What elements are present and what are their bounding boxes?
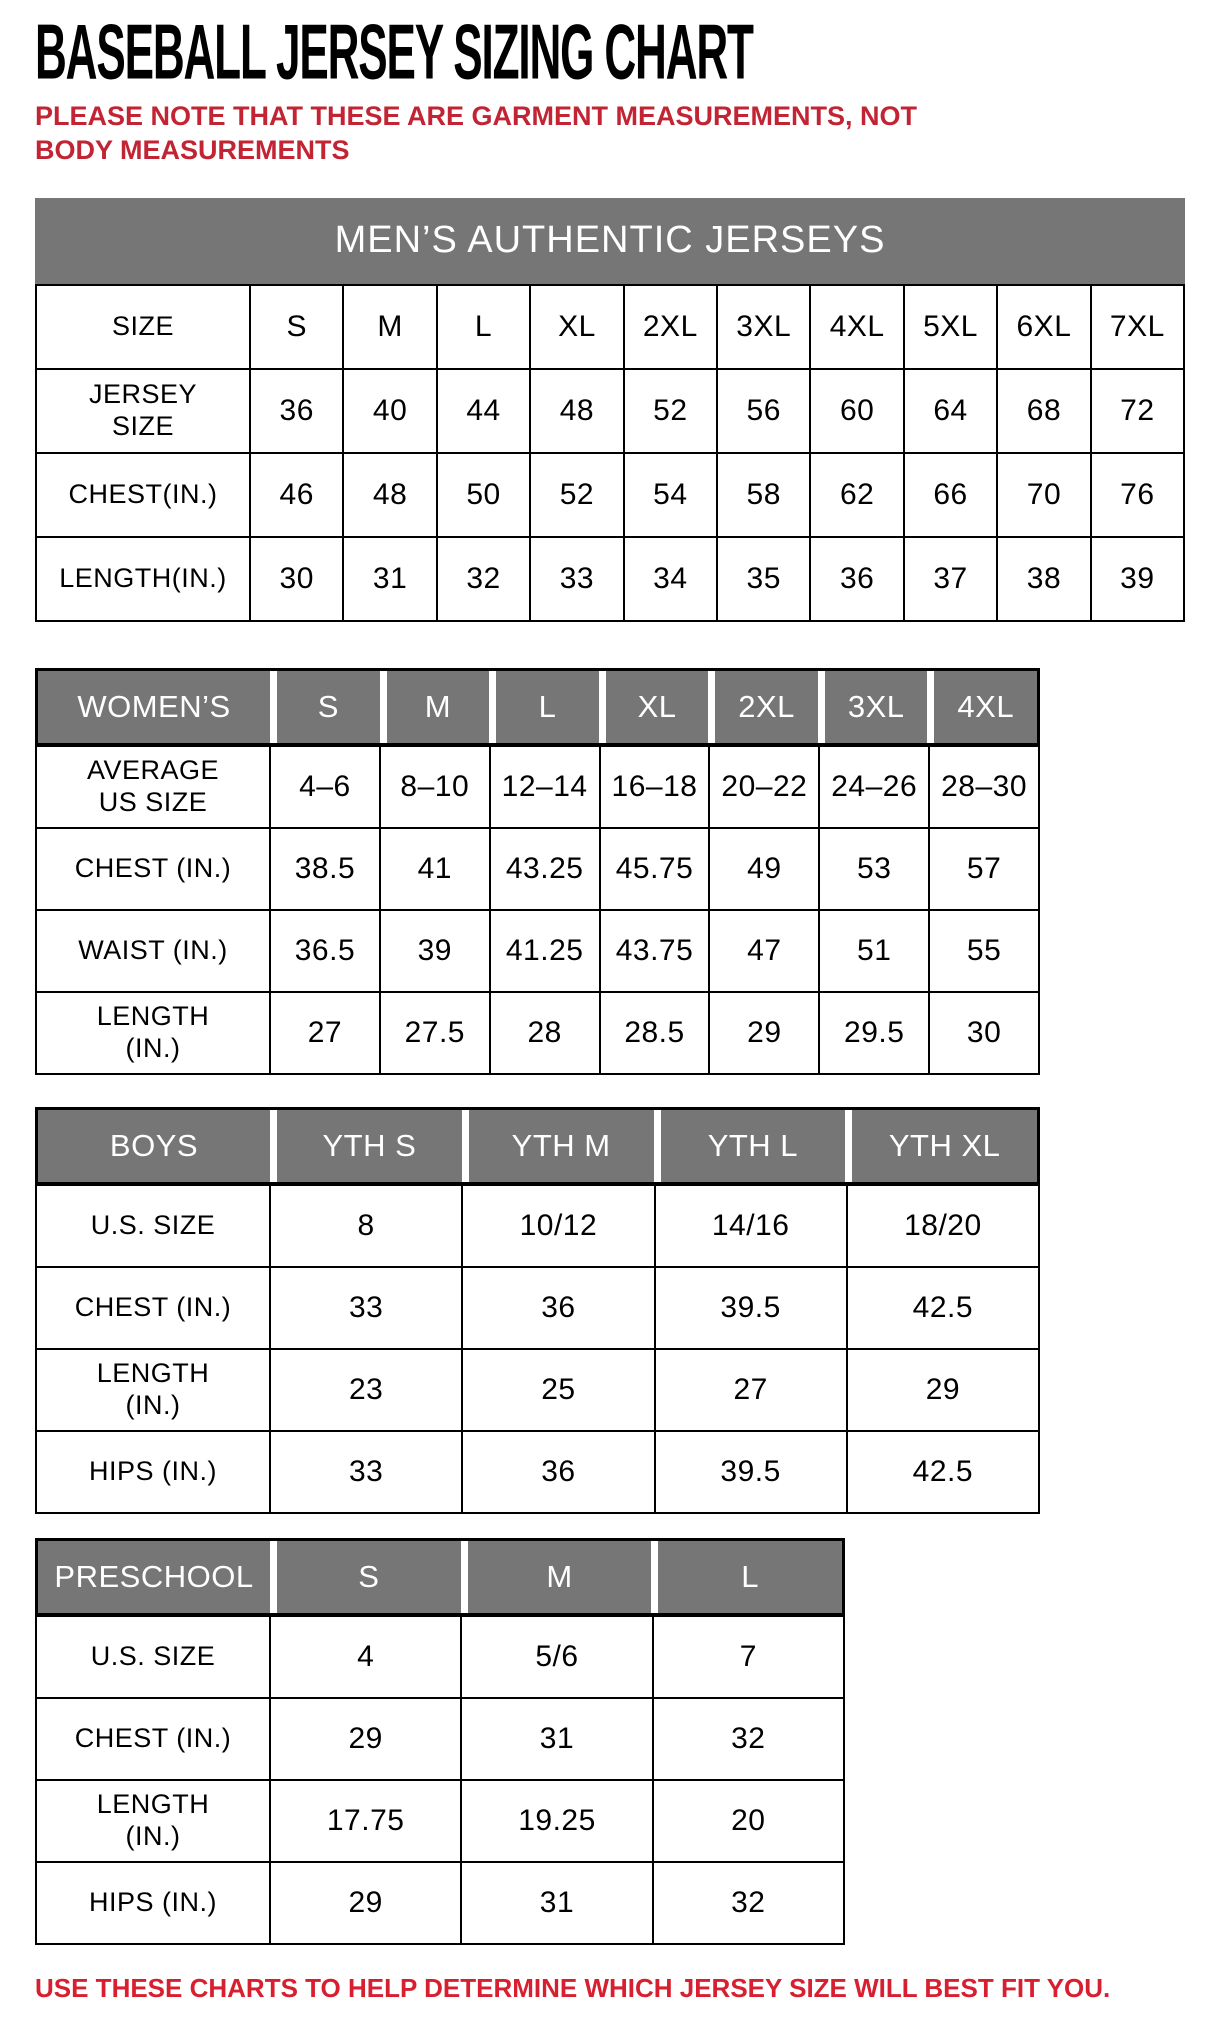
preschool-header-size-col: S: [270, 1541, 461, 1613]
row-label: CHEST (IN.): [74, 1722, 232, 1753]
mens-row-0: [37, 286, 1183, 370]
page-title: BASEBALL JERSEY SIZING CHART: [35, 8, 753, 96]
mens-row-1: [37, 370, 1183, 454]
value-cell: 68: [996, 370, 1089, 452]
boys-row-0: [37, 1186, 1038, 1268]
value-cell: 34: [623, 538, 716, 620]
value-cell: 19.25: [460, 1781, 651, 1861]
value-cell: 41: [379, 829, 489, 909]
value-cell: 7: [652, 1617, 843, 1697]
value-cell: 48: [342, 454, 435, 536]
row-label: HIPS (IN.): [88, 1455, 217, 1486]
row-label: CHEST (IN.): [74, 1291, 232, 1322]
value-cell: 29.5: [818, 993, 928, 1073]
value-cell: 41.25: [489, 911, 599, 991]
preschool-row-1: [37, 1699, 843, 1781]
value-cell: 12–14: [489, 747, 599, 827]
womens-row-1: [37, 829, 1038, 911]
value-cell: 6XL: [996, 286, 1089, 368]
row-label: WAIST (IN.): [78, 934, 228, 965]
row-label: LENGTH(IN.): [59, 562, 227, 593]
value-cell: 54: [623, 454, 716, 536]
row-label: LENGTH (IN.): [96, 1358, 210, 1420]
table-womens: [35, 668, 1040, 1075]
value-cell: 16–18: [599, 747, 709, 827]
preschool-header-label: PRESCHOOL: [38, 1541, 270, 1613]
row-label: CHEST (IN.): [74, 852, 232, 883]
value-cell: 58: [716, 454, 809, 536]
value-cell: 66: [903, 454, 996, 536]
value-cell: 62: [809, 454, 902, 536]
value-cell: 33: [269, 1432, 461, 1512]
value-cell: 64: [903, 370, 996, 452]
value-cell: 29: [846, 1350, 1038, 1430]
boys-header-size-col: YTH L: [654, 1110, 846, 1182]
row-label: U.S. SIZE: [90, 1640, 216, 1671]
value-cell: 2XL: [623, 286, 716, 368]
value-cell: 38.5: [269, 829, 379, 909]
table-preschool: [35, 1538, 845, 1945]
value-cell: 40: [342, 370, 435, 452]
value-cell: 4–6: [269, 747, 379, 827]
preschool-table-body: [35, 1617, 845, 1945]
value-cell: 24–26: [818, 747, 928, 827]
value-cell: M: [342, 286, 435, 368]
value-cell: 36.5: [269, 911, 379, 991]
value-cell: 36: [249, 370, 342, 452]
value-cell: 28–30: [928, 747, 1038, 827]
boys-header-size-col: YTH M: [462, 1110, 654, 1182]
value-cell: 5/6: [460, 1617, 651, 1697]
preschool-row-3: [37, 1863, 843, 1943]
value-cell: 44: [436, 370, 529, 452]
size-tables-container: [35, 198, 1220, 1945]
garment-measurements-note: PLEASE NOTE THAT THESE ARE GARMENT MEASUREMENTS, NOT BODY MEASUREMENTS: [35, 101, 918, 165]
value-cell: 72: [1090, 370, 1183, 452]
womens-row-3: [37, 993, 1038, 1073]
boys-header-label: BOYS: [38, 1110, 270, 1182]
value-cell: 76: [1090, 454, 1183, 536]
row-label: JERSEY SIZE: [88, 379, 198, 441]
value-cell: 45.75: [599, 829, 709, 909]
row-label: CHEST(IN.): [68, 478, 218, 509]
mens-row-2: [37, 454, 1183, 538]
value-cell: 39.5: [654, 1268, 846, 1348]
value-cell: 70: [996, 454, 1089, 536]
value-cell: 30: [928, 993, 1038, 1073]
value-cell: 39: [379, 911, 489, 991]
table-boys: [35, 1107, 1040, 1514]
womens-header-size-col: 3XL: [818, 671, 928, 743]
mens-banner: MEN’S AUTHENTIC JERSEYS: [35, 198, 1185, 284]
value-cell: 52: [529, 454, 622, 536]
value-cell: 46: [249, 454, 342, 536]
womens-header-size-col: S: [270, 671, 380, 743]
value-cell: 32: [652, 1863, 843, 1943]
womens-header-size-col: XL: [599, 671, 709, 743]
boys-header-row: [35, 1107, 1040, 1186]
value-cell: 60: [809, 370, 902, 452]
value-cell: 31: [460, 1863, 651, 1943]
value-cell: 49: [708, 829, 818, 909]
mens-row-3: [37, 538, 1183, 620]
value-cell: 10/12: [461, 1186, 653, 1266]
womens-table-body: [35, 747, 1040, 1075]
value-cell: 52: [623, 370, 716, 452]
row-label: AVERAGE US SIZE: [86, 755, 220, 817]
mens-table-body: [35, 284, 1185, 622]
value-cell: 36: [461, 1432, 653, 1512]
row-label: SIZE: [111, 310, 174, 341]
footer-note: USE THESE CHARTS TO HELP DETERMINE WHICH JERSEY SIZE WILL BEST FIT YOU.: [35, 1972, 1111, 2003]
value-cell: 4XL: [809, 286, 902, 368]
boys-row-2: [37, 1350, 1038, 1432]
value-cell: 20–22: [708, 747, 818, 827]
boys-header-size-col: YTH XL: [845, 1110, 1037, 1182]
value-cell: 33: [269, 1268, 461, 1348]
value-cell: 4: [269, 1617, 460, 1697]
womens-header-row: [35, 668, 1040, 747]
value-cell: 55: [928, 911, 1038, 991]
value-cell: 8–10: [379, 747, 489, 827]
value-cell: 29: [269, 1863, 460, 1943]
value-cell: 23: [269, 1350, 461, 1430]
preschool-header-size-col: L: [651, 1541, 842, 1613]
value-cell: 31: [460, 1699, 651, 1779]
value-cell: 28.5: [599, 993, 709, 1073]
value-cell: 35: [716, 538, 809, 620]
value-cell: 42.5: [846, 1268, 1038, 1348]
row-label: U.S. SIZE: [90, 1209, 216, 1240]
value-cell: 37: [903, 538, 996, 620]
value-cell: 8: [269, 1186, 461, 1266]
value-cell: 18/20: [846, 1186, 1038, 1266]
value-cell: 31: [342, 538, 435, 620]
value-cell: 28: [489, 993, 599, 1073]
womens-header-size-col: M: [380, 671, 490, 743]
womens-header-size-col: 2XL: [708, 671, 818, 743]
value-cell: 39: [1090, 538, 1183, 620]
value-cell: 27: [269, 993, 379, 1073]
preschool-header-size-col: M: [461, 1541, 652, 1613]
value-cell: 36: [461, 1268, 653, 1348]
boys-row-1: [37, 1268, 1038, 1350]
value-cell: 30: [249, 538, 342, 620]
value-cell: 7XL: [1090, 286, 1183, 368]
boys-table-body: [35, 1186, 1040, 1514]
value-cell: 48: [529, 370, 622, 452]
value-cell: 47: [708, 911, 818, 991]
value-cell: S: [249, 286, 342, 368]
value-cell: 25: [461, 1350, 653, 1430]
value-cell: 32: [436, 538, 529, 620]
value-cell: 3XL: [716, 286, 809, 368]
value-cell: 5XL: [903, 286, 996, 368]
preschool-header-row: [35, 1538, 845, 1617]
boys-header-size-col: YTH S: [270, 1110, 462, 1182]
row-label: LENGTH (IN.): [96, 1001, 210, 1063]
value-cell: 38: [996, 538, 1089, 620]
boys-row-3: [37, 1432, 1038, 1512]
value-cell: L: [436, 286, 529, 368]
womens-header-label: WOMEN’S: [38, 671, 270, 743]
value-cell: 14/16: [654, 1186, 846, 1266]
value-cell: 53: [818, 829, 928, 909]
value-cell: 56: [716, 370, 809, 452]
row-label: HIPS (IN.): [88, 1886, 217, 1917]
womens-header-size-col: L: [489, 671, 599, 743]
value-cell: 42.5: [846, 1432, 1038, 1512]
womens-header-size-col: 4XL: [927, 671, 1037, 743]
value-cell: 43.75: [599, 911, 709, 991]
value-cell: 29: [269, 1699, 460, 1779]
row-label: LENGTH (IN.): [96, 1789, 210, 1851]
womens-row-0: [37, 747, 1038, 829]
value-cell: 27.5: [379, 993, 489, 1073]
table-mens: [35, 198, 1185, 622]
value-cell: 32: [652, 1699, 843, 1779]
value-cell: 27: [654, 1350, 846, 1430]
value-cell: 39.5: [654, 1432, 846, 1512]
preschool-row-2: [37, 1781, 843, 1863]
value-cell: 17.75: [269, 1781, 460, 1861]
value-cell: 20: [652, 1781, 843, 1861]
value-cell: XL: [529, 286, 622, 368]
value-cell: 50: [436, 454, 529, 536]
preschool-row-0: [37, 1617, 843, 1699]
value-cell: 57: [928, 829, 1038, 909]
value-cell: 33: [529, 538, 622, 620]
value-cell: 43.25: [489, 829, 599, 909]
womens-row-2: [37, 911, 1038, 993]
value-cell: 51: [818, 911, 928, 991]
value-cell: 36: [809, 538, 902, 620]
value-cell: 29: [708, 993, 818, 1073]
